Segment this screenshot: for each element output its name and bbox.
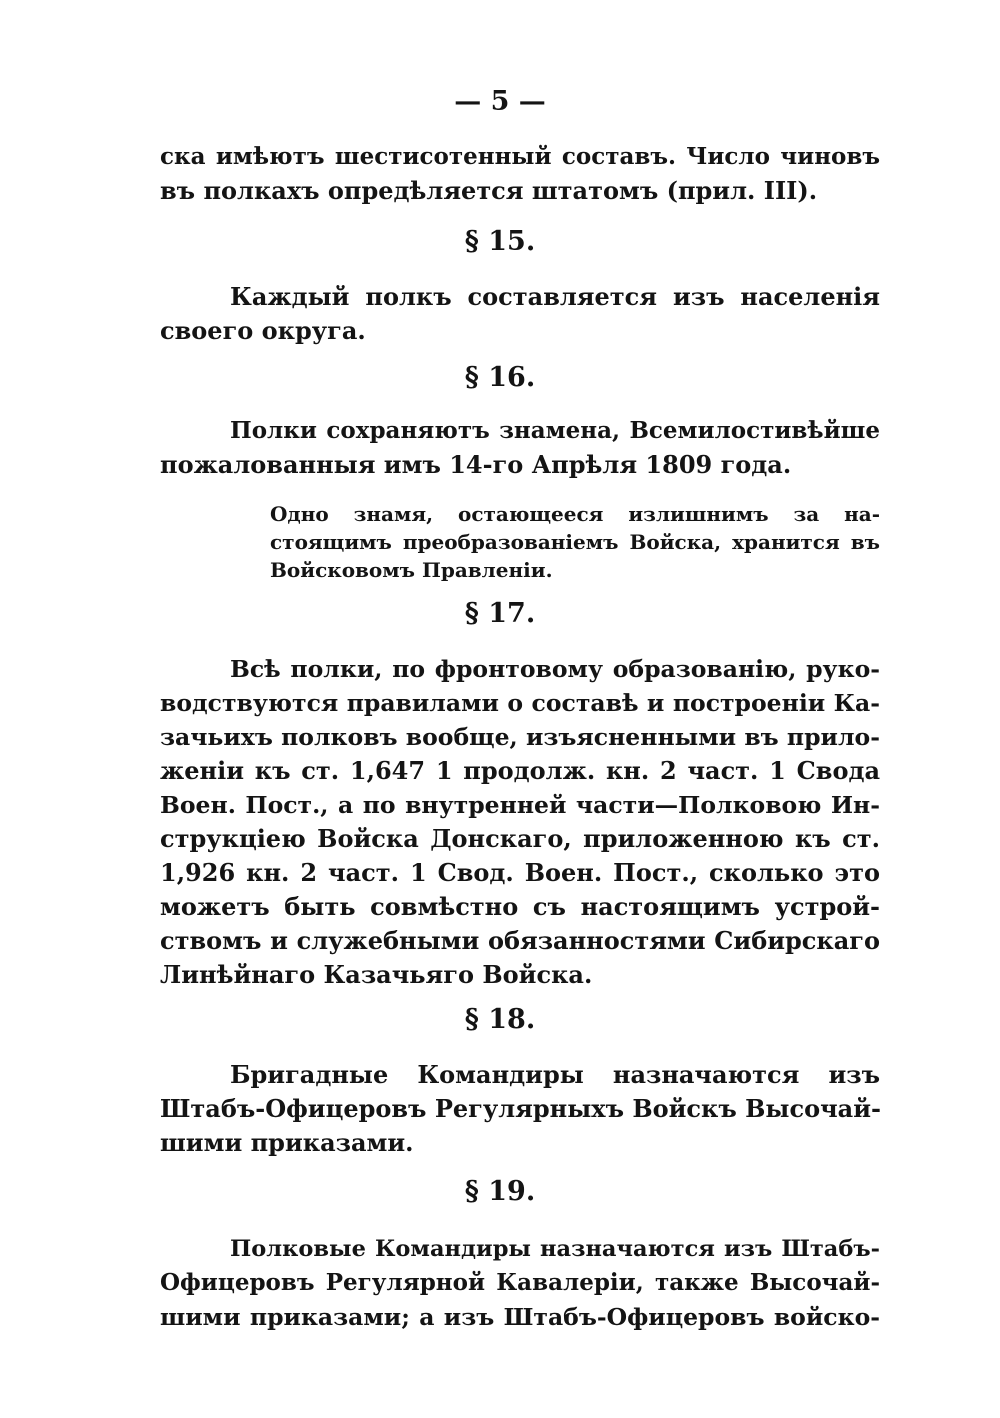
page-number: — 5 — (454, 86, 546, 117)
section-17-line-8: можетъ быть совмѣстно съ настоящимъ устрой- (160, 892, 880, 921)
section-16-line-2: пожалованныя имъ 14-го Апрѣля 1809 года. (160, 450, 792, 479)
section-17-line-4: женіи къ ст. 1,647 1 продолж. кн. 2 част. 1 Свода (160, 756, 880, 785)
section-19-line-3: шими приказами; а изъ Штабъ-Офицеровъ войско- (160, 1303, 880, 1331)
section-17-line-1: Всѣ полки, по фронтовому образованію, руко- (230, 655, 880, 683)
section-15-line-2: своего округа. (160, 316, 366, 345)
section-17-line-5: Воен. Пост., а по внутренней части—Полковою Ин- (160, 791, 880, 819)
section-18-heading: § 18. (464, 1004, 536, 1035)
continuation-line-1: ска имѣютъ шестисотенный составъ. Число чиновъ (160, 143, 880, 170)
section-17-line-2: водствуются правилами о составѣ и построеніи Ка- (160, 689, 880, 717)
section-19-line-2: Офицеровъ Регулярной Кавалеріи, также Высочай- (160, 1269, 880, 1296)
continuation-line-2: въ полкахъ опредѣляется штатомъ (прил. III). (160, 176, 818, 205)
section-16-heading: § 16. (464, 362, 536, 393)
section-19-line-1: Полковые Командиры назначаются изъ Штабъ- (230, 1236, 880, 1262)
section-18-line-3: шими приказами. (160, 1128, 414, 1157)
section-17-line-7: 1,926 кн. 2 част. 1 Свод. Воен. Пост., сколько это (160, 858, 880, 887)
section-17-line-6: струкціею Войска Донскаго, приложенною къ ст. (160, 824, 880, 853)
section-18-line-2: Штабъ-Офицеровъ Регулярныхъ Войскъ Высочай- (160, 1094, 881, 1123)
section-17-heading: § 17. (464, 598, 536, 629)
section-19-heading: § 19. (464, 1176, 536, 1207)
section-16-note-line-3: Войсковомъ Правленіи. (270, 558, 553, 582)
section-15-line-1: Каждый полкъ составляется изъ населенія (230, 282, 880, 311)
section-17-line-9: ствомъ и служебными обязанностями Сибирскаго (160, 926, 880, 955)
section-16-note-line-1: Одно знамя, остающееся излишнимъ за на- (270, 502, 880, 526)
section-16-note-line-2: стоящимъ преобразованіемъ Войска, хранится въ (270, 530, 880, 554)
section-17-line-10: Линѣйнаго Казачьяго Войска. (160, 960, 593, 989)
section-17-line-3: зачьихъ полковъ вообще, изъясненными въ прило- (160, 723, 880, 751)
section-16-line-1: Полки сохраняютъ знамена, Всемилостивѣйше (230, 417, 880, 444)
section-15-heading: § 15. (464, 226, 536, 257)
section-18-line-1: Бригадные Командиры назначаются изъ (230, 1060, 880, 1089)
